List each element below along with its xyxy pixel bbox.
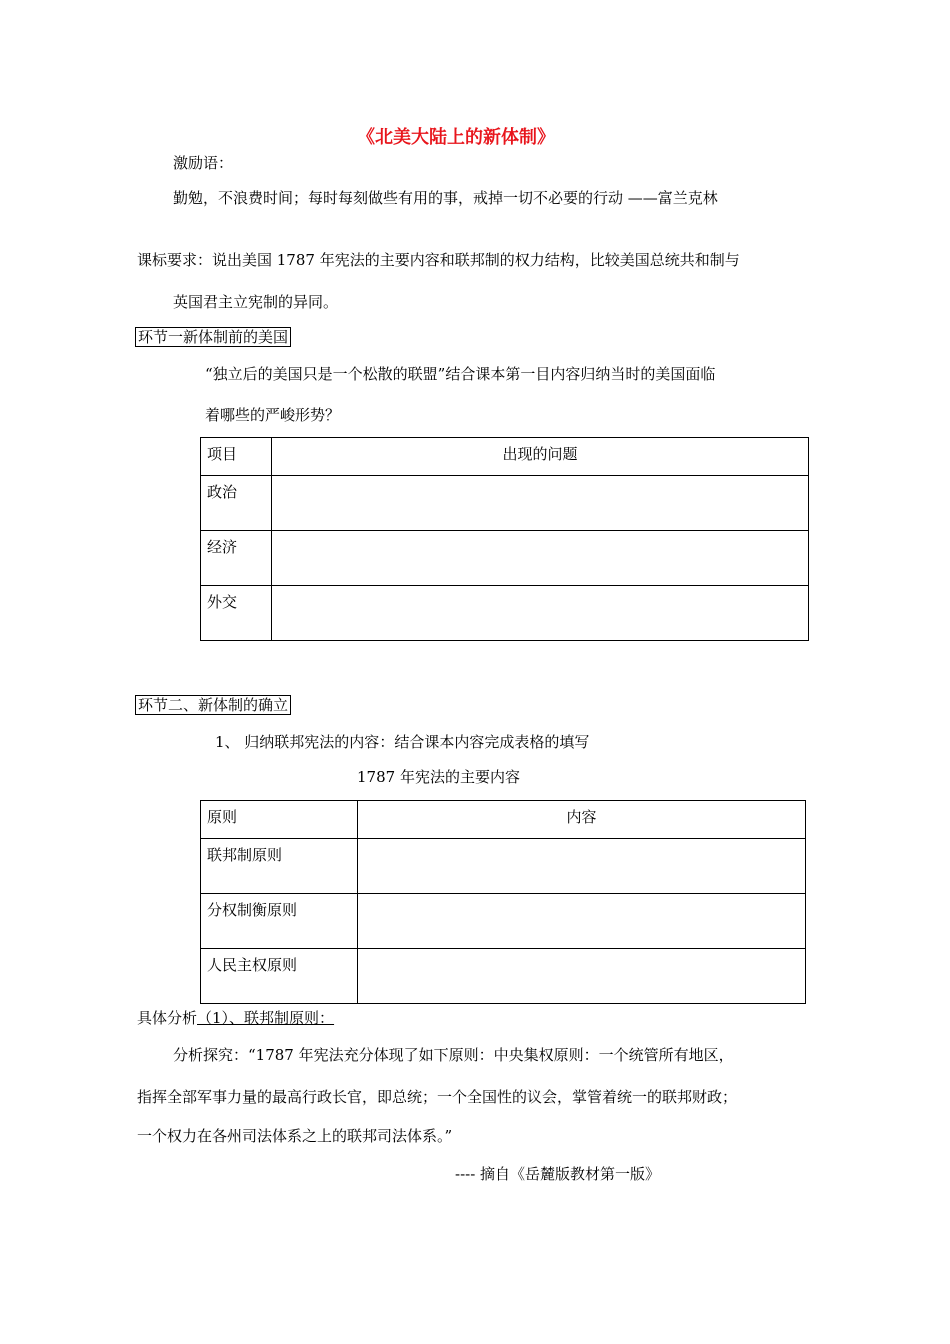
table-header-row [201,438,809,476]
row-label-popular-sovereignty: 人民主权原则 [201,949,358,1004]
motto-text: 勤勉，不浪费时间；每时每刻做些有用的事，戒掉一切不必要的行动 ——富兰克林 [173,189,718,207]
section1-prompt-line-1: “独立后的美国只是一个松散的联盟”结合课本第一目内容归纳当时的美国面临 [205,365,716,383]
table-row [201,839,806,894]
section2-task: 1、 归纳联邦宪法的内容：结合课本内容完成表格的填写 [215,733,590,751]
page-title: 《北美大陆上的新体制》 [357,127,555,148]
table-row [201,586,809,641]
table-row [201,894,806,949]
quote-line-2: 指挥全部军事力量的最高行政长官，即总统；一个全国性的议会，掌管着统一的联邦财政； [137,1088,738,1106]
table-row [201,531,809,586]
header-cell-problem: 出现的问题 [272,438,809,476]
answer-cell-separation-of-powers[interactable] [358,894,806,949]
quote-source: ---- 摘自《岳麓版教材第一版》 [455,1165,661,1183]
answer-cell-politics[interactable] [272,476,809,531]
row-label-separation-of-powers: 分权制衡原则 [201,894,358,949]
answer-cell-federalism[interactable] [358,839,806,894]
analysis-subheading: （1）、联邦制原则： [197,1009,335,1027]
row-label-federalism: 联邦制原则 [201,839,358,894]
situation-table [200,437,809,641]
quote-line-3: 一个权力在各州司法体系之上的联邦司法体系。” [137,1127,453,1145]
table-header-row [201,801,806,839]
row-label-economy: 经济 [201,531,272,586]
analysis-heading [137,1008,334,1028]
analysis-prefix: 具体分析 [137,1009,198,1027]
answer-cell-diplomacy[interactable] [272,586,809,641]
motto-label: 激励语： [173,154,234,172]
curriculum-line-2: 英国君主立宪制的异同。 [173,293,339,311]
header-cell-content: 内容 [358,801,806,839]
constitution-table [200,800,806,1004]
section1-heading: 环节一新体制前的美国 [135,327,291,347]
curriculum-line-1: 课标要求：说出美国 1787 年宪法的主要内容和联邦制的权力结构，比较美国总统共和制与 [137,251,740,269]
row-label-diplomacy: 外交 [201,586,272,641]
table-row [201,476,809,531]
constitution-table-caption: 1787 年宪法的主要内容 [357,768,520,786]
answer-cell-economy[interactable] [272,531,809,586]
header-cell-item: 项目 [201,438,272,476]
row-label-politics: 政治 [201,476,272,531]
section2-heading: 环节二、新体制的确立 [135,695,291,715]
section1-prompt-line-2: 着哪些的严峻形势？ [205,406,341,424]
header-cell-principle: 原则 [201,801,358,839]
quote-line-1: 分析探究：“1787 年宪法充分体现了如下原则：中央集权原则：一个统管所有地区， [173,1046,734,1064]
answer-cell-popular-sovereignty[interactable] [358,949,806,1004]
table-row [201,949,806,1004]
